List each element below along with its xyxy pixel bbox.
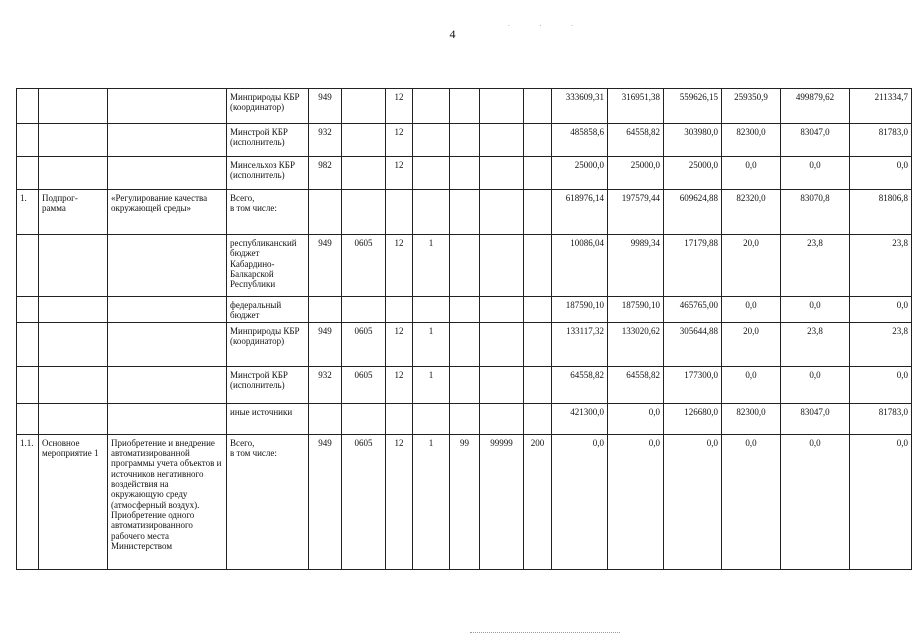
- cell-status: [39, 297, 108, 323]
- cell-status: [39, 124, 108, 157]
- cell-y2: 316951,38: [608, 89, 664, 124]
- cell-name: [108, 124, 227, 157]
- cell-y3: 609624,88: [664, 190, 722, 235]
- cell-y4: 0,0: [722, 297, 781, 323]
- cell-vr: [524, 366, 552, 403]
- cell-y5: 83047,0: [781, 124, 850, 157]
- table-row: [17, 190, 912, 235]
- cell-y6: 0,0: [850, 434, 912, 569]
- cell-cs4: [480, 403, 524, 434]
- cell-y5: 0,0: [781, 297, 850, 323]
- cell-rz: 0605: [342, 235, 386, 297]
- cell-y4: 0,0: [722, 366, 781, 403]
- cell-cs3: [450, 366, 480, 403]
- cell-no: [17, 366, 39, 403]
- cell-vr: [524, 89, 552, 124]
- cell-y6: 0,0: [850, 157, 912, 190]
- table-row: [17, 366, 912, 403]
- cell-cs3: [450, 322, 480, 366]
- cell-y5: 23,8: [781, 235, 850, 297]
- cell-cs2: [413, 89, 450, 124]
- cell-rz: 0605: [342, 366, 386, 403]
- cell-no: [17, 89, 39, 124]
- cell-vr: [524, 403, 552, 434]
- cell-cs3: [450, 157, 480, 190]
- cell-rz: [342, 190, 386, 235]
- cell-y5: 23,8: [781, 322, 850, 366]
- cell-y3: 465765,00: [664, 297, 722, 323]
- cell-y2: 187590,10: [608, 297, 664, 323]
- cell-cs3: [450, 190, 480, 235]
- cell-y3: 25000,0: [664, 157, 722, 190]
- cell-cs4: [480, 89, 524, 124]
- scan-artifact: [470, 632, 620, 639]
- cell-no: [17, 403, 39, 434]
- cell-y6: 81783,0: [850, 403, 912, 434]
- cell-cs2: 1: [413, 366, 450, 403]
- cell-no: 1.: [17, 190, 39, 235]
- cell-rz: [342, 403, 386, 434]
- cell-y2: 197579,44: [608, 190, 664, 235]
- cell-y4: 0,0: [722, 157, 781, 190]
- cell-cs2: 1: [413, 322, 450, 366]
- cell-y2: 9989,34: [608, 235, 664, 297]
- cell-cs3: [450, 89, 480, 124]
- cell-y6: 81783,0: [850, 124, 912, 157]
- scan-marks: . . .: [508, 20, 587, 28]
- cell-y5: 0,0: [781, 434, 850, 569]
- cell-cs3: [450, 124, 480, 157]
- cell-y4: 20,0: [722, 322, 781, 366]
- table-row: [17, 235, 912, 297]
- cell-y3: 0,0: [664, 434, 722, 569]
- cell-y1: 333609,31: [552, 89, 608, 124]
- cell-cs2: [413, 403, 450, 434]
- cell-resp: Всего, в том числе:: [227, 434, 309, 569]
- table-row: [17, 157, 912, 190]
- cell-rz: 0605: [342, 434, 386, 569]
- cell-y5: 83070,8: [781, 190, 850, 235]
- cell-cs1: 12: [386, 124, 413, 157]
- cell-grbs: 949: [309, 322, 342, 366]
- cell-status: [39, 366, 108, 403]
- cell-y3: 305644,88: [664, 322, 722, 366]
- cell-cs4: [480, 366, 524, 403]
- cell-y5: 83047,0: [781, 403, 850, 434]
- cell-y5: 0,0: [781, 157, 850, 190]
- cell-grbs: 932: [309, 366, 342, 403]
- cell-y2: 64558,82: [608, 124, 664, 157]
- cell-cs2: [413, 297, 450, 323]
- cell-y1: 187590,10: [552, 297, 608, 323]
- cell-vr: [524, 297, 552, 323]
- table-row: [17, 322, 912, 366]
- table-row: [17, 403, 912, 434]
- cell-y1: 618976,14: [552, 190, 608, 235]
- cell-y6: 211334,7: [850, 89, 912, 124]
- cell-resp: Минстрой КБР (исполнитель): [227, 366, 309, 403]
- cell-y6: 81806,8: [850, 190, 912, 235]
- cell-y3: 17179,88: [664, 235, 722, 297]
- cell-vr: [524, 235, 552, 297]
- cell-y2: 0,0: [608, 434, 664, 569]
- cell-cs3: 99: [450, 434, 480, 569]
- cell-grbs: 949: [309, 89, 342, 124]
- cell-y1: 421300,0: [552, 403, 608, 434]
- cell-no: [17, 297, 39, 323]
- cell-cs1: [386, 403, 413, 434]
- table-row: [17, 434, 912, 569]
- cell-name: [108, 89, 227, 124]
- cell-cs4: [480, 157, 524, 190]
- cell-vr: [524, 157, 552, 190]
- table-row: [17, 89, 912, 124]
- cell-no: [17, 235, 39, 297]
- cell-y5: 499879,62: [781, 89, 850, 124]
- cell-cs3: [450, 403, 480, 434]
- cell-cs2: [413, 124, 450, 157]
- cell-cs3: [450, 235, 480, 297]
- cell-y1: 0,0: [552, 434, 608, 569]
- cell-cs3: [450, 297, 480, 323]
- cell-name: [108, 157, 227, 190]
- cell-y1: 133117,32: [552, 322, 608, 366]
- cell-rz: [342, 157, 386, 190]
- cell-y4: 82320,0: [722, 190, 781, 235]
- cell-y2: 25000,0: [608, 157, 664, 190]
- cell-y4: 82300,0: [722, 403, 781, 434]
- cell-resp: федеральный бюджет: [227, 297, 309, 323]
- cell-grbs: 982: [309, 157, 342, 190]
- cell-y1: 10086,04: [552, 235, 608, 297]
- cell-y4: 259350,9: [722, 89, 781, 124]
- cell-grbs: 949: [309, 235, 342, 297]
- budget-table: [16, 88, 912, 570]
- cell-y3: 303980,0: [664, 124, 722, 157]
- cell-vr: [524, 124, 552, 157]
- cell-status: [39, 403, 108, 434]
- cell-cs1: [386, 297, 413, 323]
- cell-cs1: 12: [386, 366, 413, 403]
- cell-status: [39, 322, 108, 366]
- cell-status: [39, 235, 108, 297]
- cell-y4: 82300,0: [722, 124, 781, 157]
- cell-y6: 23,8: [850, 235, 912, 297]
- cell-cs1: 12: [386, 235, 413, 297]
- cell-status: [39, 157, 108, 190]
- cell-vr: 200: [524, 434, 552, 569]
- cell-grbs: 932: [309, 124, 342, 157]
- cell-y4: 0,0: [722, 434, 781, 569]
- cell-rz: 0605: [342, 322, 386, 366]
- cell-name: [108, 322, 227, 366]
- cell-cs4: [480, 297, 524, 323]
- cell-cs2: 1: [413, 235, 450, 297]
- cell-cs1: 12: [386, 89, 413, 124]
- cell-y6: 0,0: [850, 366, 912, 403]
- cell-rz: [342, 124, 386, 157]
- cell-y1: 64558,82: [552, 366, 608, 403]
- cell-rz: [342, 297, 386, 323]
- cell-resp: иные источники: [227, 403, 309, 434]
- cell-cs4: 99999: [480, 434, 524, 569]
- cell-y3: 177300,0: [664, 366, 722, 403]
- cell-cs2: [413, 157, 450, 190]
- cell-cs4: [480, 235, 524, 297]
- cell-name: [108, 403, 227, 434]
- cell-vr: [524, 322, 552, 366]
- cell-cs2: 1: [413, 434, 450, 569]
- cell-y6: 0,0: [850, 297, 912, 323]
- cell-name: [108, 297, 227, 323]
- cell-cs4: [480, 322, 524, 366]
- table-row: [17, 124, 912, 157]
- cell-status: Основное мероприятие 1: [39, 434, 108, 569]
- cell-cs4: [480, 124, 524, 157]
- cell-cs1: 12: [386, 434, 413, 569]
- cell-cs2: [413, 190, 450, 235]
- cell-no: [17, 157, 39, 190]
- cell-no: [17, 124, 39, 157]
- cell-status: Подпрог- рамма: [39, 190, 108, 235]
- cell-y3: 126680,0: [664, 403, 722, 434]
- cell-y2: 0,0: [608, 403, 664, 434]
- page-number: 4: [449, 27, 456, 41]
- cell-name: [108, 366, 227, 403]
- cell-no: 1.1.: [17, 434, 39, 569]
- cell-resp: Всего, в том числе:: [227, 190, 309, 235]
- cell-y6: 23,8: [850, 322, 912, 366]
- cell-name: Приобретение и внедрение автоматизированной программы учета объектов и источников негативного воздействия на окружающую среду (атмосферный воздух). Приобретение одного автоматизированного рабочего места Министерством: [108, 434, 227, 569]
- cell-resp: республиканский бюджет Кабардино-Балкарской Республики: [227, 235, 309, 297]
- cell-y4: 20,0: [722, 235, 781, 297]
- cell-cs1: 12: [386, 322, 413, 366]
- cell-vr: [524, 190, 552, 235]
- cell-grbs: 949: [309, 434, 342, 569]
- cell-resp: Минсельхоз КБР (исполнитель): [227, 157, 309, 190]
- cell-no: [17, 322, 39, 366]
- cell-grbs: [309, 403, 342, 434]
- cell-name: «Регулирование качества окружающей среды»: [108, 190, 227, 235]
- cell-y3: 559626,15: [664, 89, 722, 124]
- cell-resp: Минприроды КБР (координатор): [227, 89, 309, 124]
- cell-cs4: [480, 190, 524, 235]
- cell-resp: Минстрой КБР (исполнитель): [227, 124, 309, 157]
- cell-cs1: 12: [386, 157, 413, 190]
- cell-y1: 485858,6: [552, 124, 608, 157]
- cell-rz: [342, 89, 386, 124]
- cell-resp: Минприроды КБР (координатор): [227, 322, 309, 366]
- cell-status: [39, 89, 108, 124]
- cell-y1: 25000,0: [552, 157, 608, 190]
- cell-cs1: [386, 190, 413, 235]
- cell-y2: 133020,62: [608, 322, 664, 366]
- table-row: [17, 297, 912, 323]
- cell-grbs: [309, 190, 342, 235]
- cell-y5: 0,0: [781, 366, 850, 403]
- cell-grbs: [309, 297, 342, 323]
- cell-name: [108, 235, 227, 297]
- cell-y2: 64558,82: [608, 366, 664, 403]
